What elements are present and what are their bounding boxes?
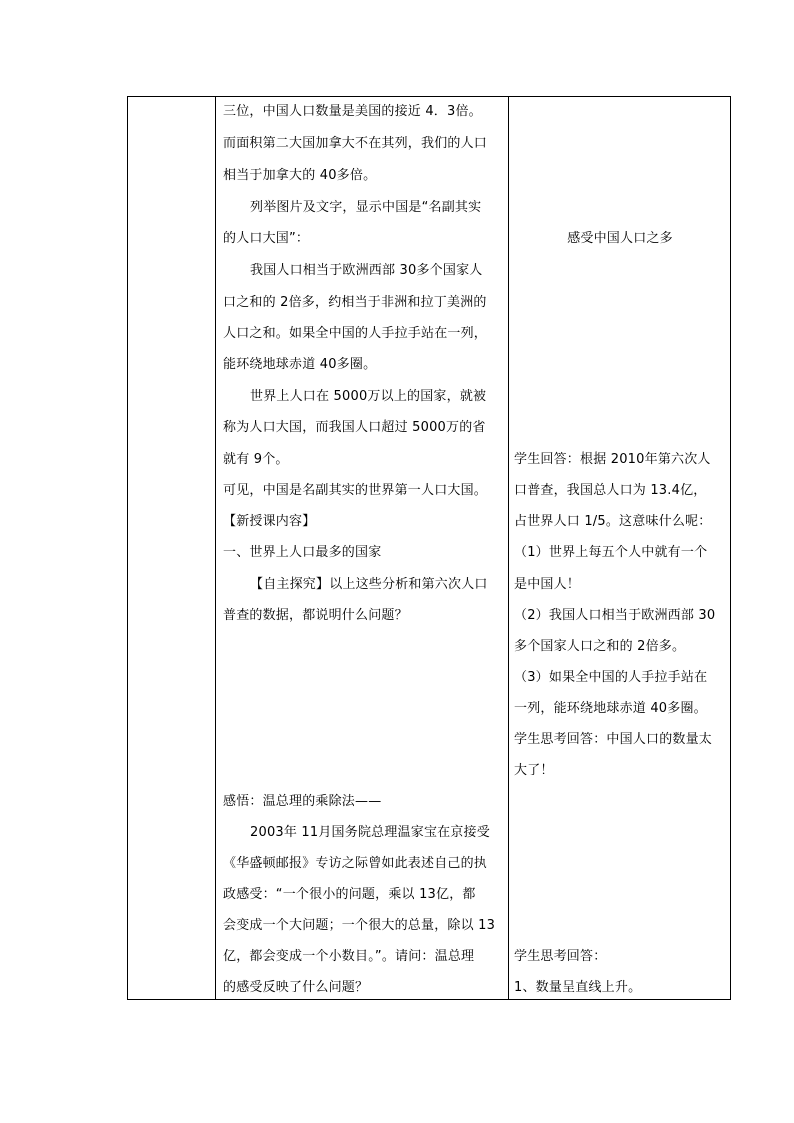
text-line: 我国人口相当于欧洲西部 30多个国家人 [250, 263, 483, 278]
text-line: （1）世界上每五个人中就有一个 [514, 545, 708, 560]
text-line: 【自主探究】以上这些分析和第六次人口 [250, 577, 488, 592]
text-line: 三位，中国人口数量是美国的接近 4．3倍。 [223, 104, 482, 119]
text-line: 学生回答：根据 2010年第六次人 [514, 452, 711, 467]
text-line: 口普查，我国总人口为 13.4亿， [514, 483, 707, 498]
text-line: 是中国人！ [514, 577, 581, 592]
text-line: 而面积第二大国加拿大不在其列，我们的人口 [223, 136, 488, 151]
lesson-table [127, 96, 731, 1000]
text-line: 《华盛顿邮报》专访之际曾如此表述自己的执 [223, 856, 488, 871]
text-line: 感悟：温总理的乘除法—— [223, 794, 382, 809]
text-line: 2003年 11月国务院总理温家宝在京接受 [250, 825, 490, 840]
text-line: 一列，能环绕地球赤道 40多圈。 [514, 701, 707, 716]
text-line: 能环绕地球赤道 40多圈。 [223, 357, 377, 372]
text-line: 学生思考回答：中国人口的数量太 [514, 732, 713, 747]
text-line: （3）如果全中国的人手拉手站在 [514, 670, 708, 685]
text-line: 世界上人口在 5000万以上的国家，就被 [250, 389, 487, 404]
text-line: 的感受反映了什么问题？ [223, 980, 369, 995]
text-line: 人口之和。如果全中国的人手拉手站在一列， [223, 326, 488, 341]
text-line: 列举图片及文字，显示中国是“名副其实 [250, 200, 482, 215]
text-line: 就有 9个。 [223, 452, 289, 467]
text-line: 称为人口大国，而我国人口超过 5000万的省 [223, 420, 486, 435]
text-line: 政感受：“一个很小的问题，乘以 13亿，都 [223, 887, 476, 902]
student-activity-cell [509, 97, 731, 999]
section-heading: 【新授课内容】 [223, 514, 316, 529]
text-line: 相当于加拿大的 40多倍。 [223, 168, 377, 183]
text-line: 亿，都会变成一个小数目。”。请问：温总理 [223, 949, 475, 964]
text-line: 1、数量呈直线上升。 [514, 980, 642, 995]
text-line: 的人口大国”： [223, 231, 310, 246]
text-line: 学生思考回答： [514, 949, 607, 964]
section-title: 一、世界上人口最多的国家 [223, 545, 382, 560]
text-line: 口之和的 2倍多，约相当于非洲和拉丁美洲的 [223, 295, 487, 310]
text-line: 感受中国人口之多 [567, 231, 673, 246]
text-line: 多个国家人口之和的 2倍多。 [514, 639, 686, 654]
teaching-content-cell [216, 97, 508, 999]
text-line: 普查的数据，都说明什么问题？ [223, 608, 408, 623]
text-line: 大了！ [514, 763, 554, 778]
text-line: （2）我国人口相当于欧洲西部 30 [514, 608, 716, 623]
text-line: 可见，中国是名副其实的世界第一人口大国。 [223, 483, 488, 498]
text-line: 占世界人口 1/5。这意味什么呢： [514, 514, 712, 529]
text-line: 会变成一个大问题；一个很大的总量，除以 13 [223, 918, 496, 933]
